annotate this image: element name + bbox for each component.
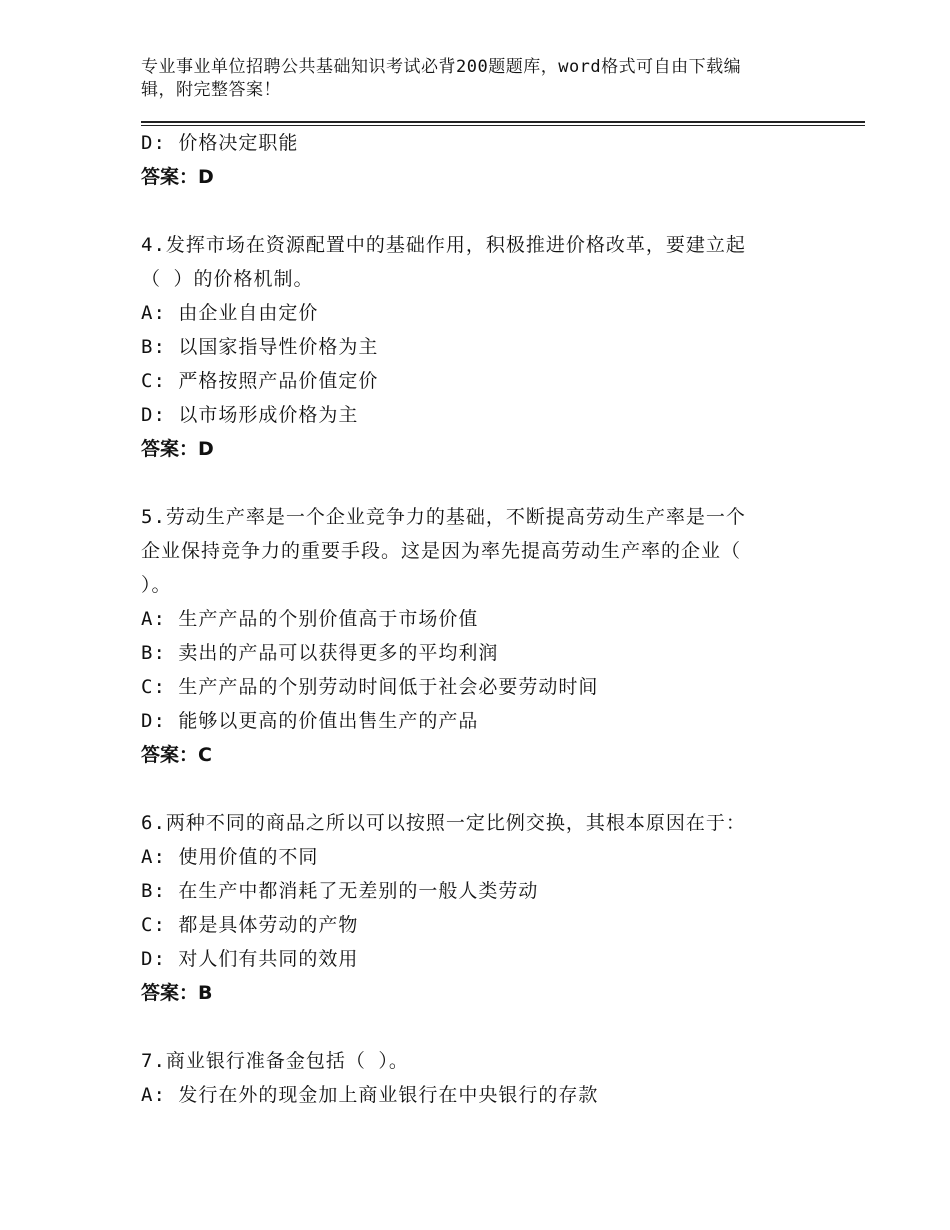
question-list — [141, 126, 821, 1112]
question-block-5 — [141, 500, 821, 772]
answer-label: 答案：D — [141, 166, 214, 188]
spacer — [141, 772, 821, 806]
question-stem: 企业保持竞争力的重要手段。这是因为率先提高劳动生产率的企业（ — [141, 540, 742, 562]
option-a: A: 由企业自由定价 — [141, 302, 319, 324]
question-stem: 6.两种不同的商品之所以可以按照一定比例交换，其根本原因在于： — [141, 812, 746, 834]
question-stem: 4.发挥市场在资源配置中的基础作用，积极推进价格改革，要建立起 — [141, 234, 746, 256]
question-stem: ）。 — [141, 574, 172, 596]
option-c: C: 都是具体劳动的产物 — [141, 914, 359, 936]
question-block-4 — [141, 228, 821, 466]
option-a: A: 发行在外的现金加上商业银行在中央银行的存款 — [141, 1084, 599, 1106]
option-d: D: 价格决定职能 — [141, 132, 299, 154]
answer-label: 答案：D — [141, 438, 214, 460]
option-b: B: 卖出的产品可以获得更多的平均利润 — [141, 642, 499, 664]
answer-label: 答案：B — [141, 982, 213, 1004]
spacer — [141, 194, 821, 228]
option-b: B: 以国家指导性价格为主 — [141, 336, 379, 358]
question-stem: 7.商业银行准备金包括（ ）。 — [141, 1050, 409, 1072]
page-header — [141, 56, 791, 102]
question-block-6 — [141, 806, 821, 1010]
option-a: A: 使用价值的不同 — [141, 846, 319, 868]
option-d: D: 对人们有共同的效用 — [141, 948, 359, 970]
option-b: B: 在生产中都消耗了无差别的一般人类劳动 — [141, 880, 539, 902]
question-stem: 5.劳动生产率是一个企业竞争力的基础，不断提高劳动生产率是一个 — [141, 506, 746, 528]
header-title-line-2: 辑，附完整答案！ — [141, 80, 281, 100]
option-d: D: 以市场形成价格为主 — [141, 404, 359, 426]
option-c: C: 严格按照产品价值定价 — [141, 370, 379, 392]
option-d: D: 能够以更高的价值出售生产的产品 — [141, 710, 479, 732]
header-divider-thick — [141, 121, 865, 123]
option-a: A: 生产产品的个别价值高于市场价值 — [141, 608, 479, 630]
spacer — [141, 466, 821, 500]
spacer — [141, 1010, 821, 1044]
question-block-7 — [141, 1044, 821, 1112]
answer-label: 答案：C — [141, 744, 212, 766]
question-stem: （ ）的价格机制。 — [141, 268, 314, 290]
option-c: C: 生产产品的个别劳动时间低于社会必要劳动时间 — [141, 676, 599, 698]
header-title-line-1: 专业事业单位招聘公共基础知识考试必背200题题库，word格式可自由下载编 — [141, 57, 742, 77]
question-block-3 — [141, 126, 821, 194]
